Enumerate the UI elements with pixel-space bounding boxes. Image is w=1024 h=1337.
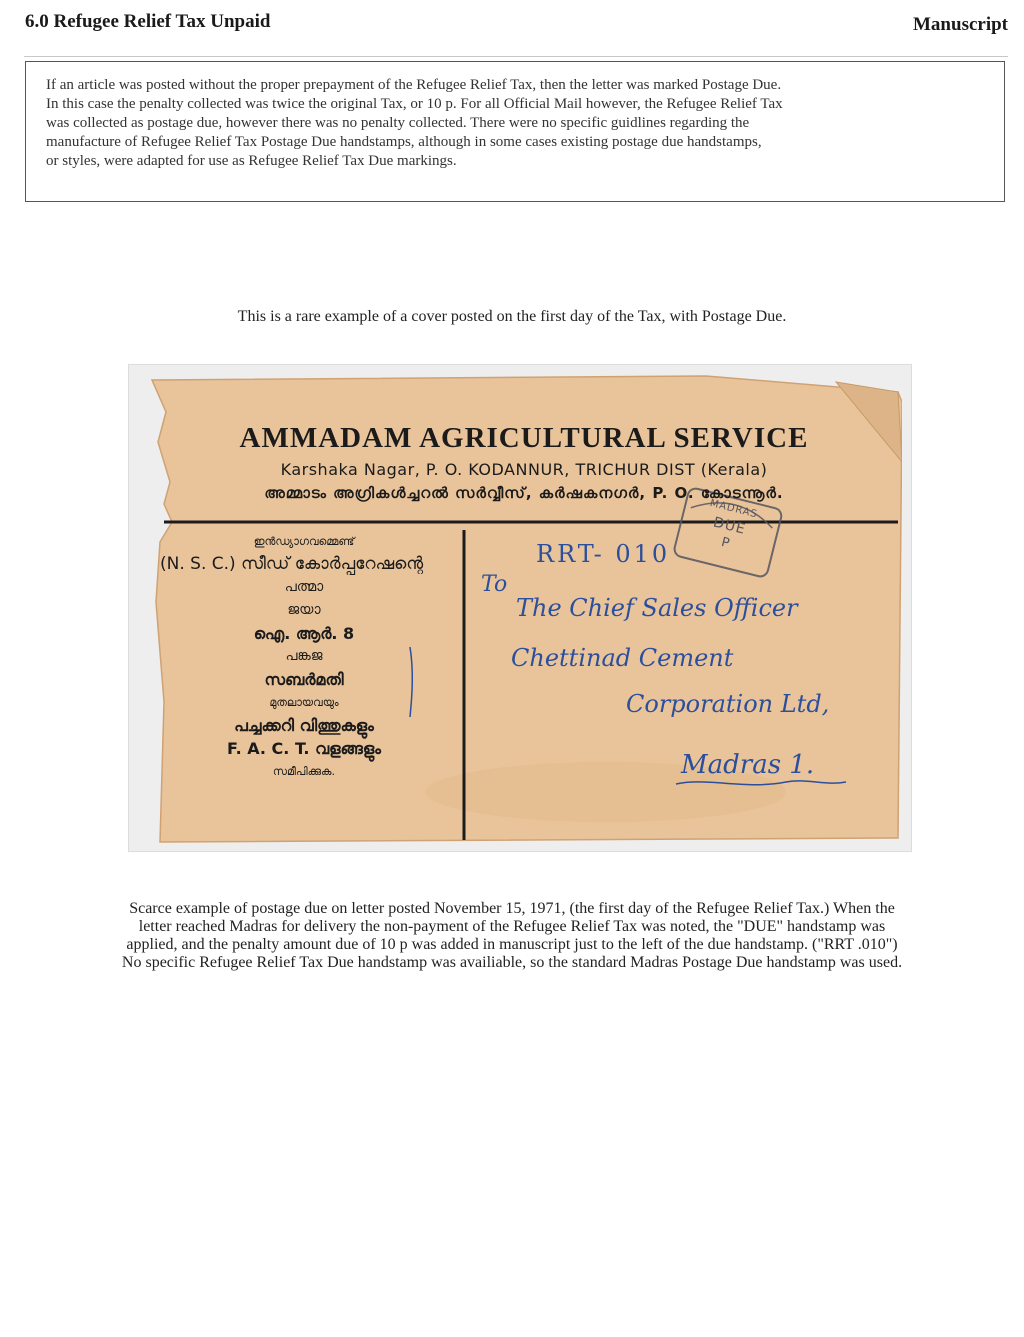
intro-line: was collected as postage due, however there was no penalty collected. There were no specific guidlines regarding the xyxy=(46,115,750,131)
cover-left-panel xyxy=(154,530,454,783)
intro-text xyxy=(46,76,966,171)
left-panel-line: പച്ചക്കറി വിത്തുകളും xyxy=(234,716,374,735)
cover-malayalam-title: അമ്മാടം അഗ്രികൾച്ചറൽ സർവ്വീസ്, കർഷകനഗർ, P. O. കോടന്നൂർ. xyxy=(264,484,784,502)
header-rule xyxy=(24,56,1008,57)
envelope xyxy=(146,372,902,844)
due-stamp-top: MADRAS xyxy=(708,497,759,521)
left-panel-line: സമീപിക്കുക. xyxy=(272,765,336,778)
intro-line: In this case the penalty collected was twice the original Tax, or 10 p. For all Official Mail however, the Refugee Relief Tax xyxy=(46,96,783,112)
caption-line: Scarce example of postage due on letter posted November 15, 1971, (the first day of the Refugee Relief Tax.) When the xyxy=(129,900,895,917)
left-panel-line: മുതലായവയും xyxy=(269,696,339,709)
caption-line: No specific Refugee Relief Tax Due handstamp was availiable, so the standard Madras Postage Due handstamp was used. xyxy=(121,954,903,971)
cover-title: AMMADAM AGRICULTURAL SERVICE xyxy=(239,422,809,454)
caption-line: letter reached Madras for delivery the non-payment of the Refugee Relief Tax was noted, the "DUE" handstamp was xyxy=(138,918,886,935)
page-header-category: Manuscript xyxy=(913,14,1008,35)
intro-box xyxy=(25,61,1005,202)
left-panel-line: ഇൻഡ്യാഗവമ്മെണ്ട് xyxy=(253,535,355,548)
left-panel-line: (N. S. C.) സീഡ് കോർപ്പറേഷന്റെ xyxy=(160,554,424,574)
page-header-title: 6.0 Refugee Relief Tax Unpaid xyxy=(25,11,271,32)
intro-line: or styles, were adapted for use as Refugee Relief Tax Due markings. xyxy=(46,153,457,169)
left-panel-line: ഐ. ആർ. 8 xyxy=(253,624,355,643)
manuscript-due-amount: RRT- 010 xyxy=(536,540,671,568)
due-stamp-middle: DUE xyxy=(711,514,748,538)
address-line-city: Madras 1. xyxy=(681,750,815,780)
caption xyxy=(60,900,964,972)
intro-line: manufacture of Refugee Relief Tax Postage Due handstamps, although in some cases existing postage due handstamps, xyxy=(46,134,762,150)
caption-line: applied, and the penalty amount due of 10 p was added in manuscript just to the left of the due handstamp. ("RRT .010") xyxy=(126,936,898,953)
left-panel-line: ജയാ xyxy=(287,602,321,618)
left-panel-line: സബർമതി xyxy=(264,670,344,689)
intro-line: If an article was posted without the proper prepayment of the Refugee Relief Tax, then the letter was marked Postage Due. xyxy=(46,77,782,93)
left-panel-line: F. A. C. T. വളങ്ങളും xyxy=(227,739,381,758)
address-line-corporation: Corporation Ltd, xyxy=(626,690,830,718)
due-stamp-bottom: P xyxy=(719,534,731,552)
address-line-to: To xyxy=(481,572,508,597)
left-panel-line: പത്മാ xyxy=(284,579,324,595)
address-line-recipient: The Chief Sales Officer xyxy=(516,594,798,622)
left-panel-line: പങ്കജ xyxy=(285,648,323,664)
lead-text: This is a rare example of a cover posted on the first day of the Tax, with Postage Due. xyxy=(237,308,787,325)
address-line-company: Chettinad Cement xyxy=(511,644,734,672)
cover-address: Karshaka Nagar, P. O. KODANNUR, TRICHUR DIST (Kerala) xyxy=(280,460,768,479)
